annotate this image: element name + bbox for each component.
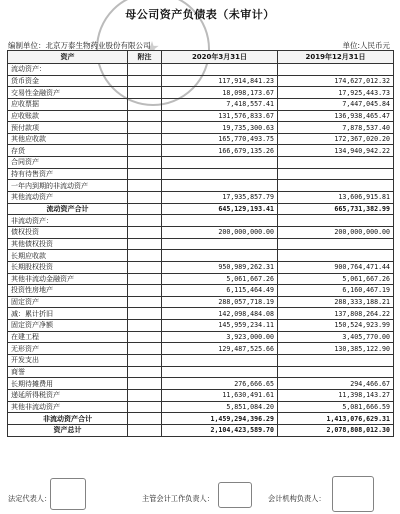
header-2019: 2019年12月31日: [278, 51, 394, 64]
row-value-2019: 665,731,382.99: [278, 203, 394, 215]
table-row: [8, 261, 394, 273]
page-title: 母公司资产负债表（未审计）: [125, 8, 275, 21]
row-note: [128, 75, 162, 87]
table-row: [8, 413, 394, 425]
table-row: [8, 424, 394, 436]
table-row: [8, 401, 394, 413]
accounting-head-label: 主管会计工作负责人：: [142, 494, 214, 503]
row-value-2019: [278, 64, 394, 76]
row-value-2019: 5,061,667.26: [278, 273, 394, 285]
table-row: [8, 110, 394, 122]
row-value-2019: [278, 168, 394, 180]
table-row: [8, 75, 394, 87]
row-name: 减：累计折旧: [8, 308, 128, 320]
table-row: [8, 320, 394, 332]
company-label: 编制单位：北京万泰生物药业股份有限公司: [8, 41, 151, 50]
row-value-2020: 165,770,493.75: [162, 133, 278, 145]
row-note: [128, 296, 162, 308]
row-note: [128, 180, 162, 192]
row-value-2020: 142,098,484.08: [162, 308, 278, 320]
row-value-2020: [162, 215, 278, 227]
row-value-2020: 3,923,000.00: [162, 331, 278, 343]
row-name: 长期应收款: [8, 250, 128, 262]
row-value-2020: 5,851,084.20: [162, 401, 278, 413]
table-row: [8, 64, 394, 76]
row-name: 债权投资: [8, 226, 128, 238]
row-name: 其他应收款: [8, 133, 128, 145]
row-name: 存货: [8, 145, 128, 157]
row-value-2019: 7,878,537.40: [278, 122, 394, 134]
table-row: [8, 87, 394, 99]
unit-label: 单位:人民币元: [342, 41, 390, 50]
row-name: 投资性房地产: [8, 285, 128, 297]
row-name: 商誉: [8, 366, 128, 378]
row-note: [128, 192, 162, 204]
row-name: 非流动资产：: [8, 215, 128, 227]
row-value-2019: 174,627,012.32: [278, 75, 394, 87]
row-value-2019: 172,367,020.20: [278, 133, 394, 145]
row-note: [128, 98, 162, 110]
row-value-2019: [278, 355, 394, 367]
row-note: [128, 226, 162, 238]
row-name: 流动资产：: [8, 64, 128, 76]
row-value-2020: 6,115,464.49: [162, 285, 278, 297]
row-note: [128, 413, 162, 425]
row-value-2019: 2,078,808,012.30: [278, 424, 394, 436]
row-value-2020: 276,666.65: [162, 378, 278, 390]
table-header-row: [8, 51, 394, 64]
row-value-2019: 1,413,076,629.31: [278, 413, 394, 425]
table-row: [8, 168, 394, 180]
legal-rep-seal: [50, 478, 86, 510]
row-value-2020: [162, 238, 278, 250]
row-note: [128, 133, 162, 145]
row-value-2020: [162, 250, 278, 262]
row-value-2020: [162, 355, 278, 367]
balance-sheet-table: [7, 50, 394, 437]
row-value-2020: 17,935,857.79: [162, 192, 278, 204]
row-value-2020: 200,000,000.00: [162, 226, 278, 238]
row-value-2019: [278, 250, 394, 262]
row-name: 固定资产净额: [8, 320, 128, 332]
row-value-2019: [278, 180, 394, 192]
table-row: [8, 133, 394, 145]
row-value-2019: 900,764,471.44: [278, 261, 394, 273]
row-value-2019: 294,466.67: [278, 378, 394, 390]
row-note: [128, 378, 162, 390]
row-value-2020: [162, 168, 278, 180]
row-value-2020: 117,914,841.23: [162, 75, 278, 87]
row-name: 其他债权投资: [8, 238, 128, 250]
row-note: [128, 320, 162, 332]
row-value-2020: [162, 64, 278, 76]
table-row: [8, 98, 394, 110]
row-note: [128, 203, 162, 215]
row-name: 在建工程: [8, 331, 128, 343]
row-value-2019: 6,160,467.19: [278, 285, 394, 297]
row-value-2020: [162, 157, 278, 169]
row-value-2019: [278, 366, 394, 378]
row-name: 应收账款: [8, 110, 128, 122]
row-name: 应收票据: [8, 98, 128, 110]
row-value-2020: 18,098,173.67: [162, 87, 278, 99]
row-value-2020: 645,129,193.41: [162, 203, 278, 215]
table-row: [8, 389, 394, 401]
row-value-2020: 2,104,423,589.70: [162, 424, 278, 436]
row-name: 一年内到期的非流动资产: [8, 180, 128, 192]
row-value-2020: 131,576,833.67: [162, 110, 278, 122]
row-value-2019: 130,385,122.90: [278, 343, 394, 355]
row-note: [128, 157, 162, 169]
row-name: 递延所得税资产: [8, 389, 128, 401]
header-asset: 资产: [8, 51, 128, 64]
row-note: [128, 238, 162, 250]
table-row: [8, 157, 394, 169]
row-value-2019: 288,333,188.21: [278, 296, 394, 308]
table-row: [8, 215, 394, 227]
row-value-2020: 145,959,234.11: [162, 320, 278, 332]
row-value-2020: 11,630,491.61: [162, 389, 278, 401]
row-value-2020: 288,057,718.19: [162, 296, 278, 308]
row-note: [128, 215, 162, 227]
header-note: 附注: [128, 51, 162, 64]
accounting-head-seal: [218, 482, 252, 508]
row-value-2019: 11,398,143.27: [278, 389, 394, 401]
row-value-2019: [278, 215, 394, 227]
row-note: [128, 308, 162, 320]
table-row: [8, 366, 394, 378]
row-note: [128, 331, 162, 343]
row-note: [128, 64, 162, 76]
row-value-2019: 5,081,666.59: [278, 401, 394, 413]
table-row: [8, 343, 394, 355]
row-note: [128, 366, 162, 378]
row-note: [128, 122, 162, 134]
row-name: 固定资产: [8, 296, 128, 308]
row-note: [128, 250, 162, 262]
row-name: 其他流动资产: [8, 192, 128, 204]
row-value-2019: [278, 157, 394, 169]
table-row: [8, 145, 394, 157]
row-name: 其他非流动金融资产: [8, 273, 128, 285]
table-row: [8, 273, 394, 285]
row-value-2019: 200,000,000.00: [278, 226, 394, 238]
row-value-2020: [162, 366, 278, 378]
table-row: [8, 296, 394, 308]
row-name: 长期待摊费用: [8, 378, 128, 390]
row-value-2019: [278, 238, 394, 250]
row-note: [128, 273, 162, 285]
row-value-2020: 129,487,525.66: [162, 343, 278, 355]
row-note: [128, 261, 162, 273]
row-value-2020: [162, 180, 278, 192]
row-value-2020: 950,989,262.31: [162, 261, 278, 273]
table-row: [8, 180, 394, 192]
table-row: [8, 355, 394, 367]
row-value-2019: 134,940,942.22: [278, 145, 394, 157]
legal-rep-label: 法定代表人：: [8, 494, 52, 503]
row-value-2019: 3,405,770.00: [278, 331, 394, 343]
row-note: [128, 355, 162, 367]
table-row: [8, 378, 394, 390]
row-value-2019: 137,808,264.22: [278, 308, 394, 320]
row-value-2020: 19,735,300.63: [162, 122, 278, 134]
header-2020: 2020年3月31日: [162, 51, 278, 64]
table-body: [8, 64, 394, 437]
table-row: [8, 331, 394, 343]
row-value-2019: 7,447,045.84: [278, 98, 394, 110]
accounting-dept-head-seal: [332, 476, 374, 512]
row-note: [128, 168, 162, 180]
row-name: 流动资产合计: [8, 203, 128, 215]
row-name: 交易性金融资产: [8, 87, 128, 99]
row-name: 货币资金: [8, 75, 128, 87]
row-value-2020: 5,061,667.26: [162, 273, 278, 285]
row-name: 开发支出: [8, 355, 128, 367]
row-name: 合同资产: [8, 157, 128, 169]
table-row: [8, 226, 394, 238]
row-note: [128, 110, 162, 122]
row-note: [128, 401, 162, 413]
table-row: [8, 122, 394, 134]
row-value-2019: 136,938,465.47: [278, 110, 394, 122]
row-name: 资产总计: [8, 424, 128, 436]
row-name: 持有待售资产: [8, 168, 128, 180]
row-note: [128, 424, 162, 436]
row-value-2020: 1,459,294,396.29: [162, 413, 278, 425]
row-name: 无形资产: [8, 343, 128, 355]
table-row: [8, 192, 394, 204]
row-value-2020: 7,418,557.41: [162, 98, 278, 110]
table-row: [8, 250, 394, 262]
row-note: [128, 285, 162, 297]
row-note: [128, 87, 162, 99]
row-value-2019: 13,606,915.81: [278, 192, 394, 204]
row-name: 非流动资产合计: [8, 413, 128, 425]
row-note: [128, 145, 162, 157]
row-value-2019: 17,925,443.73: [278, 87, 394, 99]
row-value-2020: 166,679,135.26: [162, 145, 278, 157]
table-row: [8, 285, 394, 297]
row-value-2019: 150,524,923.99: [278, 320, 394, 332]
accounting-dept-head-label: 会计机构负责人：: [268, 494, 326, 503]
table-row: [8, 308, 394, 320]
row-name: 长期股权投资: [8, 261, 128, 273]
row-note: [128, 389, 162, 401]
table-row: [8, 238, 394, 250]
table-row: [8, 203, 394, 215]
row-note: [128, 343, 162, 355]
row-name: 预付款项: [8, 122, 128, 134]
row-name: 其他非流动资产: [8, 401, 128, 413]
